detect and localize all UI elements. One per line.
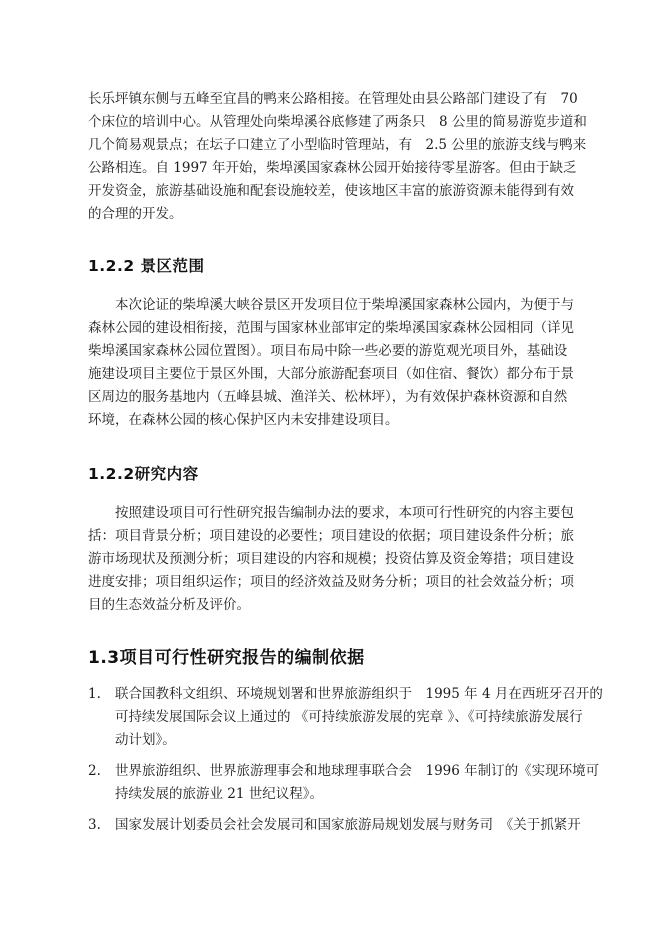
list-item (88, 683, 603, 752)
text-line: 联合国教科文组织、环境规划署和世界旅游组织于 1995 年 4 月在西班牙召开的 (115, 686, 603, 702)
text-line: 森林公园的建设相衔接，范围与国家林业部审定的柴埠溪国家森林公园相同（详见 (88, 320, 574, 336)
text-line: 公路相连。自 1997 年开始，柴埠溪国家森林公园开始接待零星游客。但由于缺乏 (88, 160, 577, 176)
text-line: 环境，在森林公园的核心保护区内未安排建设项目。 (88, 412, 399, 428)
basis-list (88, 683, 603, 837)
text-line: 柴埠溪国家森林公园位置图）。项目布局中除一些必要的游览观光项目外，基础设 (88, 343, 568, 359)
text-line: 的合理的开发。 (88, 206, 183, 222)
section-heading-content: 1.2.2研究内容 (88, 465, 199, 483)
text-line: 持续发展的旅游业 21 世纪议程》。 (115, 786, 324, 802)
list-number: 1. (88, 686, 101, 702)
intro-paragraph (88, 88, 587, 226)
list-item (88, 814, 581, 837)
content-paragraph (88, 502, 574, 617)
text-line: 个床位的培训中心。从管理处向柴埠溪谷底修建了两条只 8 公里的简易游览步道和 (88, 114, 587, 130)
text-line: 长乐坪镇东侧与五峰至宜昌的鸭来公路相接。在管理处由县公路部门建设了有 70 (88, 91, 578, 107)
text-line: 动计划》。 (115, 732, 176, 748)
list-item (88, 760, 600, 806)
text-line: 游市场现状及预测分析；项目建设的内容和规模；投资估算及资金筹措；项目建设 (88, 551, 574, 567)
text-line: 几个简易观景点；在坛子口建立了小型临时管理站，有 2.5 公里的旅游支线与鸭来 (88, 137, 587, 153)
text-line: 进度安排；项目组织运作；项目的经济效益及财务分析；项目的社会效益分析；项 (88, 574, 574, 590)
text-line: 施建设项目主要位于景区外围，大部分旅游配套项目（如住宿、餐饮）都分布于景 (88, 366, 574, 382)
text-line: 括：项目背景分析；项目建设的必要性；项目建设的依据；项目建设条件分析；旅 (88, 528, 574, 544)
text-line: 国家发展计划委员会社会发展司和国家旅游局规划发展与财务司 《关于抓紧开 (115, 817, 581, 833)
text-line: 目的生态效益分析及评价。 (88, 597, 250, 613)
scope-paragraph (88, 294, 574, 432)
list-number: 3. (88, 817, 101, 833)
text-line: 开发资金，旅游基础设施和配套设施较差，使该地区丰富的旅游资源未能得到有效 (88, 183, 574, 199)
list-number: 2. (88, 763, 101, 779)
text-line: 可持续发展国际会议上通过的 《可持续旅游发展的宪章 》、《可持续旅游发展行 (115, 709, 583, 725)
text-line: 按照建设项目可行性研究报告编制办法的要求，本项可行性研究的内容主要包 (115, 505, 574, 521)
section-heading-basis: 1.3项目可行性研究报告的编制依据 (88, 648, 365, 668)
text-line: 区周边的服务基地内（五峰县城、渔洋关、松林坪），为有效保护森林资源和自然 (88, 389, 568, 405)
section-heading-scope: 1.2.2 景区范围 (88, 257, 205, 275)
text-line: 世界旅游组织、世界旅游理事会和地球理事联合会 1996 年制订的《实现环境可 (115, 763, 600, 779)
text-line: 本次论证的柴埠溪大峡谷景区开发项目位于柴埠溪国家森林公园内，为便于与 (115, 297, 574, 313)
